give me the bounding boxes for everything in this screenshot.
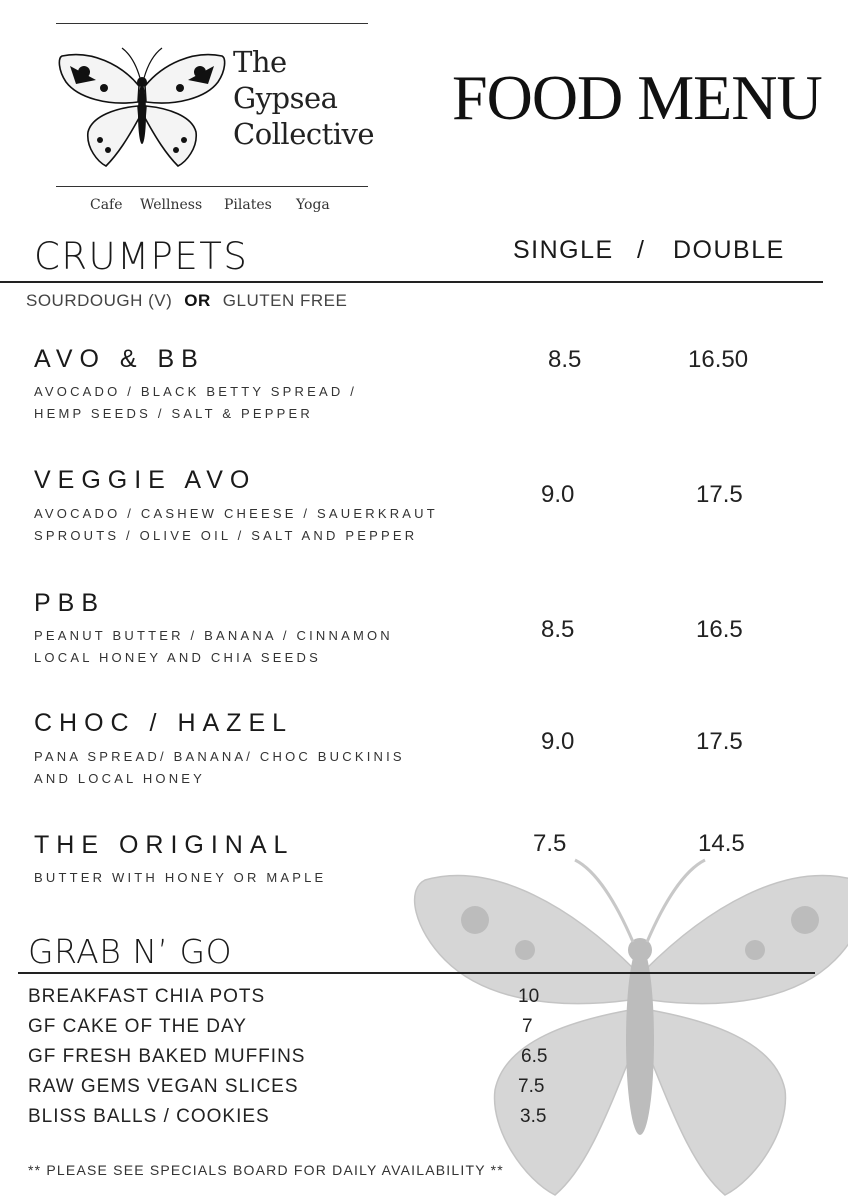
brand-name-line: Gypsea	[233, 81, 338, 115]
grab-item-name: BREAKFAST CHIA POTS	[28, 986, 266, 1007]
column-header-single: SINGLE	[513, 236, 614, 264]
logo-top-rule	[56, 23, 368, 24]
price-single: 9.0	[541, 728, 575, 755]
column-header-separator: /	[637, 236, 646, 264]
section-heading-crumpets: CRUMPETS	[34, 235, 249, 278]
availability-note: ** PLEASE SEE SPECIALS BOARD FOR DAILY AVAILABILITY **	[28, 1162, 504, 1178]
grab-item-name: GF FRESH BAKED MUFFINS	[28, 1046, 306, 1067]
menu-item-description: SPROUTS / OLIVE OIL / SALT AND PEPPER	[34, 528, 418, 543]
column-header-double: DOUBLE	[673, 236, 785, 264]
grab-item-name: BLISS BALLS / COOKIES	[28, 1106, 270, 1127]
price-double: 14.5	[698, 830, 745, 857]
bread-option-sourdough: SOURDOUGH (V)	[26, 291, 173, 310]
brand-name	[233, 44, 374, 152]
menu-item-name: CHOC / HAZEL	[34, 709, 294, 737]
price-single: 7.5	[533, 830, 567, 857]
price-double: 17.5	[696, 728, 743, 755]
price-single: 9.0	[541, 481, 575, 508]
price-double: 16.50	[688, 346, 749, 373]
menu-item-name: VEGGIE AVO	[34, 466, 257, 494]
bread-option-or: OR	[184, 291, 211, 310]
menu-item-name: PBB	[34, 589, 106, 617]
grab-item-price: 10	[518, 986, 540, 1007]
grab-item-price: 7	[522, 1016, 533, 1037]
menu-item-name: THE ORIGINAL	[34, 831, 295, 859]
grab-n-go-divider	[18, 972, 815, 974]
brand-name-line: Collective	[233, 117, 375, 151]
grab-item-name: GF CAKE OF THE DAY	[28, 1016, 247, 1037]
menu-item-description: BUTTER WITH HONEY OR MAPLE	[34, 870, 327, 885]
menu-item-description: HEMP SEEDS / SALT & PEPPER	[34, 406, 313, 421]
brand-name-line: The	[233, 45, 287, 79]
crumpets-divider	[0, 281, 823, 283]
bread-options	[26, 291, 347, 311]
background-butterfly-icon	[405, 850, 848, 1200]
menu-item-description: AVOCADO / BLACK BETTY SPREAD /	[34, 384, 358, 399]
logo-bottom-rule	[56, 186, 368, 187]
price-single: 8.5	[541, 616, 575, 643]
tagline-item: Yoga	[296, 197, 330, 213]
menu-item-description: PEANUT BUTTER / BANANA / CINNAMON	[34, 628, 393, 643]
price-single: 8.5	[548, 346, 582, 373]
tagline-item: Cafe	[90, 197, 123, 213]
menu-item-description: AND LOCAL HONEY	[34, 771, 206, 786]
menu-item-name: AVO & BB	[34, 345, 205, 373]
butterfly-logo-icon	[56, 44, 228, 168]
price-double: 16.5	[696, 616, 743, 643]
tagline-item: Wellness	[140, 197, 203, 213]
page-title: FOOD MENU	[452, 62, 822, 133]
menu-item-description: PANA SPREAD/ BANANA/ CHOC BUCKINIS	[34, 749, 405, 764]
menu-item-description: LOCAL HONEY AND CHIA SEEDS	[34, 650, 321, 665]
section-heading-grab-n-go: GRAB N’ GO	[28, 932, 233, 971]
bread-option-gluten-free: GLUTEN FREE	[222, 291, 348, 310]
tagline-item: Pilates	[224, 197, 272, 213]
grab-item-price: 7.5	[518, 1076, 545, 1097]
grab-item-price: 3.5	[520, 1106, 547, 1127]
grab-item-name: RAW GEMS VEGAN SLICES	[28, 1076, 299, 1097]
price-double: 17.5	[696, 481, 743, 508]
menu-item-description: AVOCADO / CASHEW CHEESE / SAUERKRAUT	[34, 506, 438, 521]
grab-item-price: 6.5	[521, 1046, 548, 1067]
